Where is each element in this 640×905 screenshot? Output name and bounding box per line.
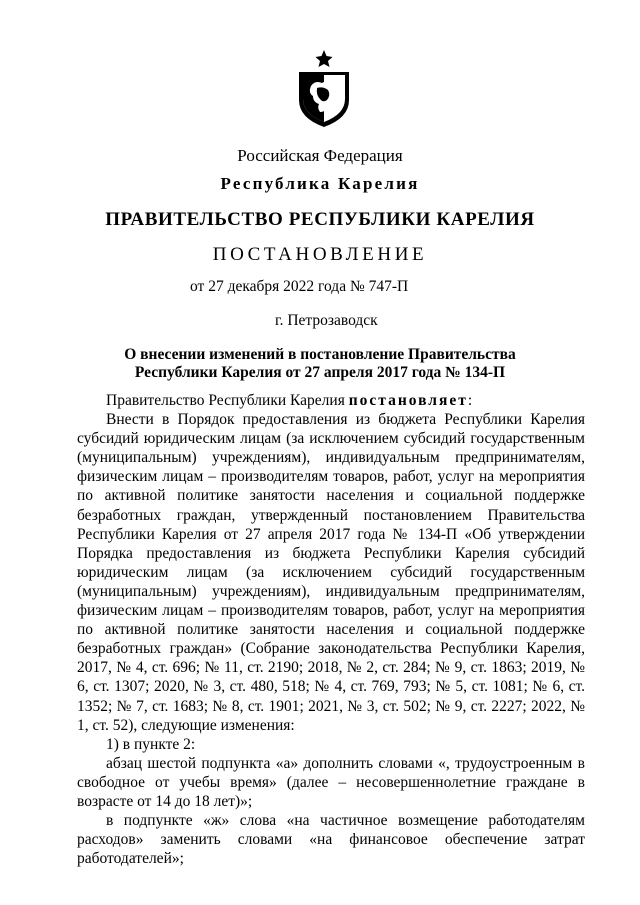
title-line-1: О внесении изменений в постановление Правительства bbox=[124, 346, 516, 363]
region-name: Республика Карелия bbox=[220, 174, 420, 193]
subitem-a-paragraph: абзац шестой подпункта «а» дополнить словами «, трудоустроенным в свободное от учебы время» (далее – несовершеннолетние граждане в возрасте от 14 до 18 лет)»; bbox=[77, 754, 585, 810]
decree-word: постановляет bbox=[348, 392, 468, 409]
intro-paragraph bbox=[77, 391, 585, 410]
karelia-coat-of-arms-icon bbox=[293, 50, 355, 128]
date-line: от 27 декабря 2022 года № 747-П bbox=[190, 278, 409, 295]
document-body bbox=[77, 391, 585, 868]
country-name: Российская Федерация bbox=[237, 146, 403, 165]
title-line-2: Республики Карелия от 27 апреля 2017 года № 134-П bbox=[134, 364, 506, 381]
emblem-star bbox=[316, 50, 333, 67]
document-title bbox=[0, 346, 640, 382]
intro-colon: : bbox=[467, 392, 473, 409]
subitem-zh-paragraph: в подпункте «ж» слова «на частичное возмещение работодателям расходов» заменить словами «на финансовое обеспечение затрат работодателей»; bbox=[77, 812, 585, 868]
intro-text: Правительство Республики Карелия bbox=[106, 392, 349, 409]
document-type: ПОСТАНОВЛЕНИЕ bbox=[212, 244, 428, 265]
item-1-paragraph: 1) в пункте 2: bbox=[106, 735, 196, 753]
city-name: г. Петрозаводск bbox=[275, 312, 378, 329]
government-name: ПРАВИТЕЛЬСТВО РЕСПУБЛИКИ КАРЕЛИЯ bbox=[105, 209, 535, 230]
amendment-paragraph: Внести в Порядок предоставления из бюджета Республики Карелия субсидий юридическим лицам (за исключением субсидий государственным (муниципальным) учреждениям), индивидуальным предпринимателям, физическим лицам – производителям товаров, работ, услуг на мероприятия по активной политике занятости населения и социальной поддержке безработных граждан, утвержденный постановлением Правительства Республики Карелия от 27 апреля 2017 года № 134-П «Об утверждении Порядка предоставления из бюджета Республики Карелия субсидий юридическим лицам (за исключением субсидий государственным (муниципальным) учреждениям), индивидуальным предпринимателям, физическим лицам – производителям товаров, работ, услуг на мероприятия по активной политике занятости населения и социальной поддержке безработных граждан» (Собрание законодательства Республики Карелия, 2017, № 4, ст. 696; № 11, ст. 2190; 2018, № 2, ст. 284; № 9, ст. 1863; 2019, № 6, ст. 1307; 2020, № 3, ст. 480, 518; № 4, ст. 769, 793; № 5, ст. 1081; № 6, ст. 1352; № 7, ст. 1683; № 8, ст. 1901; 2021, № 3, ст. 502; № 9, ст. 2227; 2022, № 1, ст. 52), следующие изменения: bbox=[77, 411, 585, 734]
